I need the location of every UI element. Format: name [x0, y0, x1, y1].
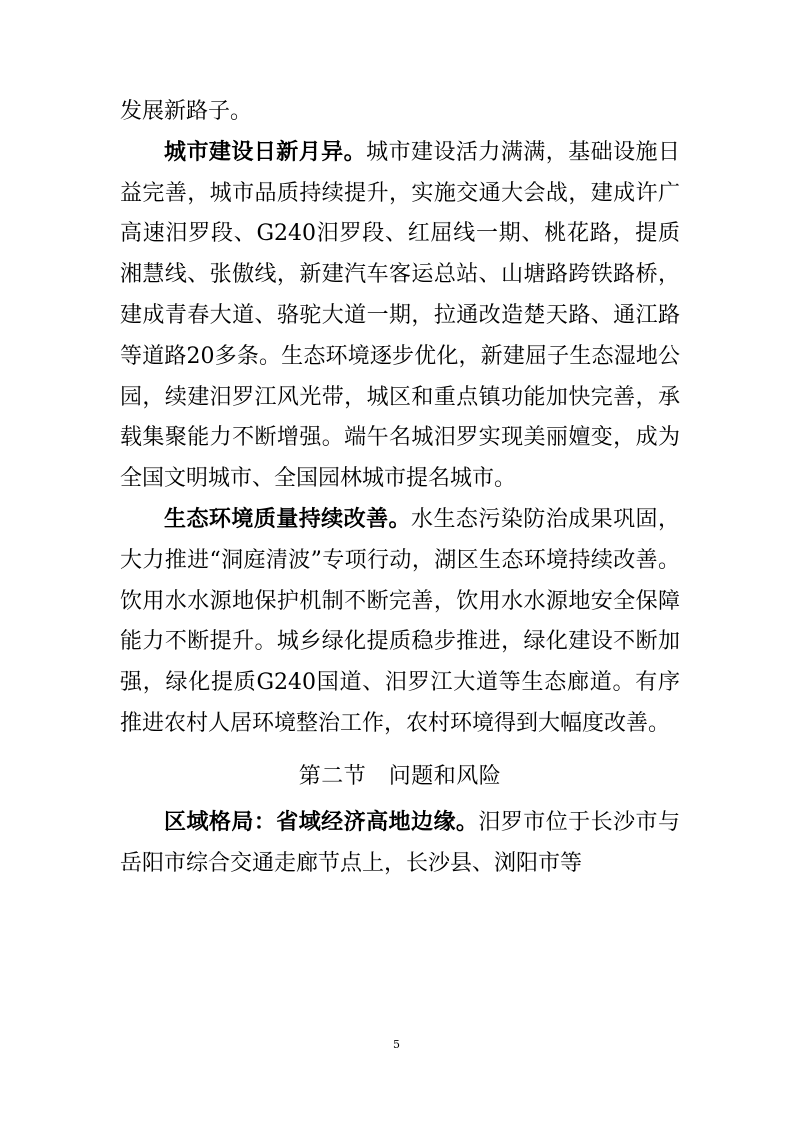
paragraph-lead-heading: 城市建设日新月异。 [164, 139, 367, 165]
paragraph-text: 汨罗市位于长沙市与岳阳市综合交通走廊节点上，长沙县、浏阳市等 [120, 809, 680, 876]
paragraph-text: 水生态污染防治成果巩固，大力推进“洞庭清波”专项行动，湖区生态环境持续改善。饮用水水源地保护机制不断完善，饮用水水源地安全保障能力不断提升。城乡绿化提质稳步推进，绿化建设不断加强，绿化提质G240国道、汨罗江大道等生态廊道。有序推进农村人居环境整治工作，农村环境得到大幅度改善。 [120, 506, 680, 736]
paragraph-urban-construction [120, 133, 680, 500]
paragraph-regional-layout [120, 803, 680, 885]
section-heading: 第二节 问题和风险 [298, 763, 502, 789]
page-number: 5 [393, 1038, 400, 1051]
page-body [120, 92, 680, 884]
paragraph-lead-heading: 区域格局：省域经济高地边缘。 [164, 809, 479, 835]
paragraph-ecology [120, 500, 680, 745]
paragraph-text: 发展新路子。 [120, 99, 253, 124]
paragraph-text: 城市建设活力满满，基础设施日益完善，城市品质持续提升，实施交通大会战，建成许广高速汨罗段、G240汨罗段、红屈线一期、桃花路，提质湘慧线、张傲线，新建汽车客运总站、山塘路跨铁路桥，建成青春大道、骆驼大道一期，拉通改造楚天路、通江路等道路20多条。生态环境逐步优化，新建屈子生态湿地公园，续建汨罗江风光带，城区和重点镇功能加快完善，承载集聚能力不断增强。端午名城汨罗实现美丽嬗变，成为全国文明城市、全国园林城市提名城市。 [120, 139, 680, 492]
paragraph-continuation [120, 92, 680, 133]
paragraph-lead-heading: 生态环境质量持续改善。 [164, 506, 411, 532]
